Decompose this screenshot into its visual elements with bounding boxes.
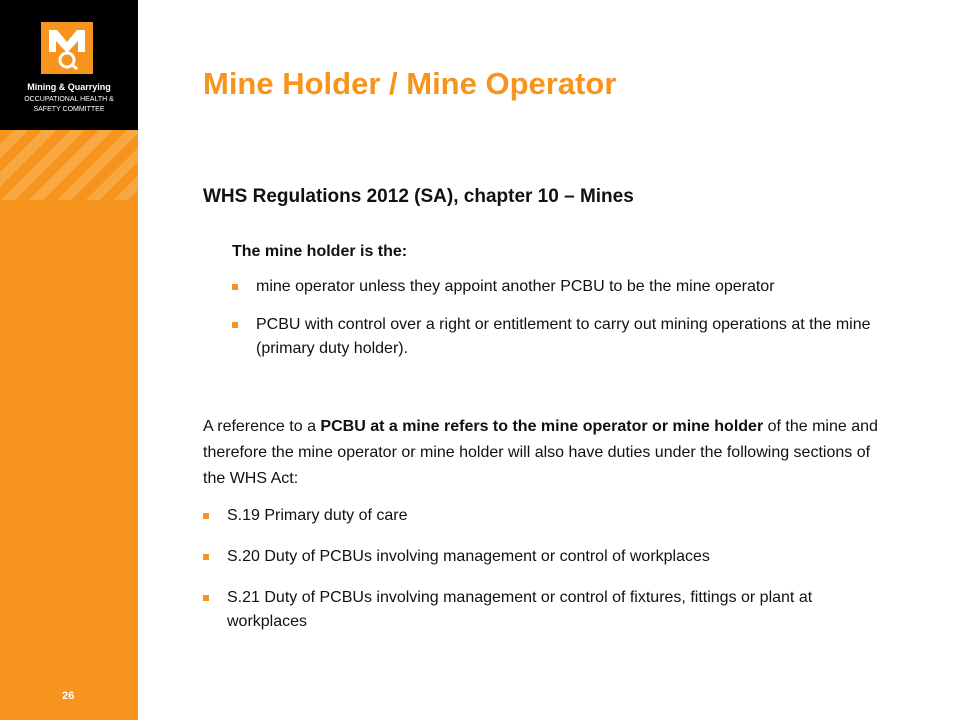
list-item-text: mine operator unless they appoint another PCBU to be the mine operator — [256, 278, 775, 295]
mine-holder-section — [232, 243, 872, 375]
page-number: 26 — [62, 690, 75, 702]
sidebar — [0, 0, 138, 720]
slide-title: Mine Holder / Mine Operator — [203, 66, 617, 101]
pcbu-paragraph — [203, 414, 893, 492]
logo-subtitle-1: OCCUPATIONAL HEALTH & — [24, 96, 114, 103]
logo — [0, 0, 138, 130]
list-item — [203, 586, 893, 634]
logo-name: Mining & Quarrying — [27, 82, 111, 92]
whs-act-sections-list — [203, 504, 893, 634]
list-item-text: PCBU with control over a right or entitlement to carry out mining operations at the mine (primary duty holder). — [256, 316, 871, 357]
lead-text: The mine holder is the: — [232, 243, 408, 260]
square-bullet-icon — [203, 554, 209, 560]
square-bullet-icon — [232, 322, 238, 328]
slide-subtitle: WHS Regulations 2012 (SA), chapter 10 – Mines — [203, 186, 634, 207]
pcbu-section — [203, 414, 893, 651]
list-item-text: S.20 Duty of PCBUs involving management or control of workplaces — [227, 548, 710, 565]
paragraph-emphasis: PCBU at a mine refers to the mine operator or mine holder — [320, 418, 764, 435]
paragraph-text-start: A reference to a — [203, 418, 321, 435]
square-bullet-icon — [203, 595, 209, 601]
list-item — [232, 275, 872, 299]
logo-subtitle-2: SAFETY COMMITTEE — [33, 106, 105, 113]
decorative-stripes — [0, 130, 138, 200]
paragraph-text-end: of the mine and therefore the mine operator or mine holder will also have duties under the following sections of the WHS Act: — [203, 418, 878, 487]
list-item — [203, 504, 893, 528]
list-item — [203, 545, 893, 569]
square-bullet-icon — [232, 284, 238, 290]
mq-logo-icon — [41, 22, 93, 74]
square-bullet-icon — [203, 513, 209, 519]
list-item-text: S.21 Duty of PCBUs involving management or control of fixtures, fittings or plant at workplaces — [227, 589, 813, 630]
list-item-text: S.19 Primary duty of care — [227, 507, 408, 524]
mine-holder-list — [232, 275, 872, 361]
list-item — [232, 313, 872, 361]
